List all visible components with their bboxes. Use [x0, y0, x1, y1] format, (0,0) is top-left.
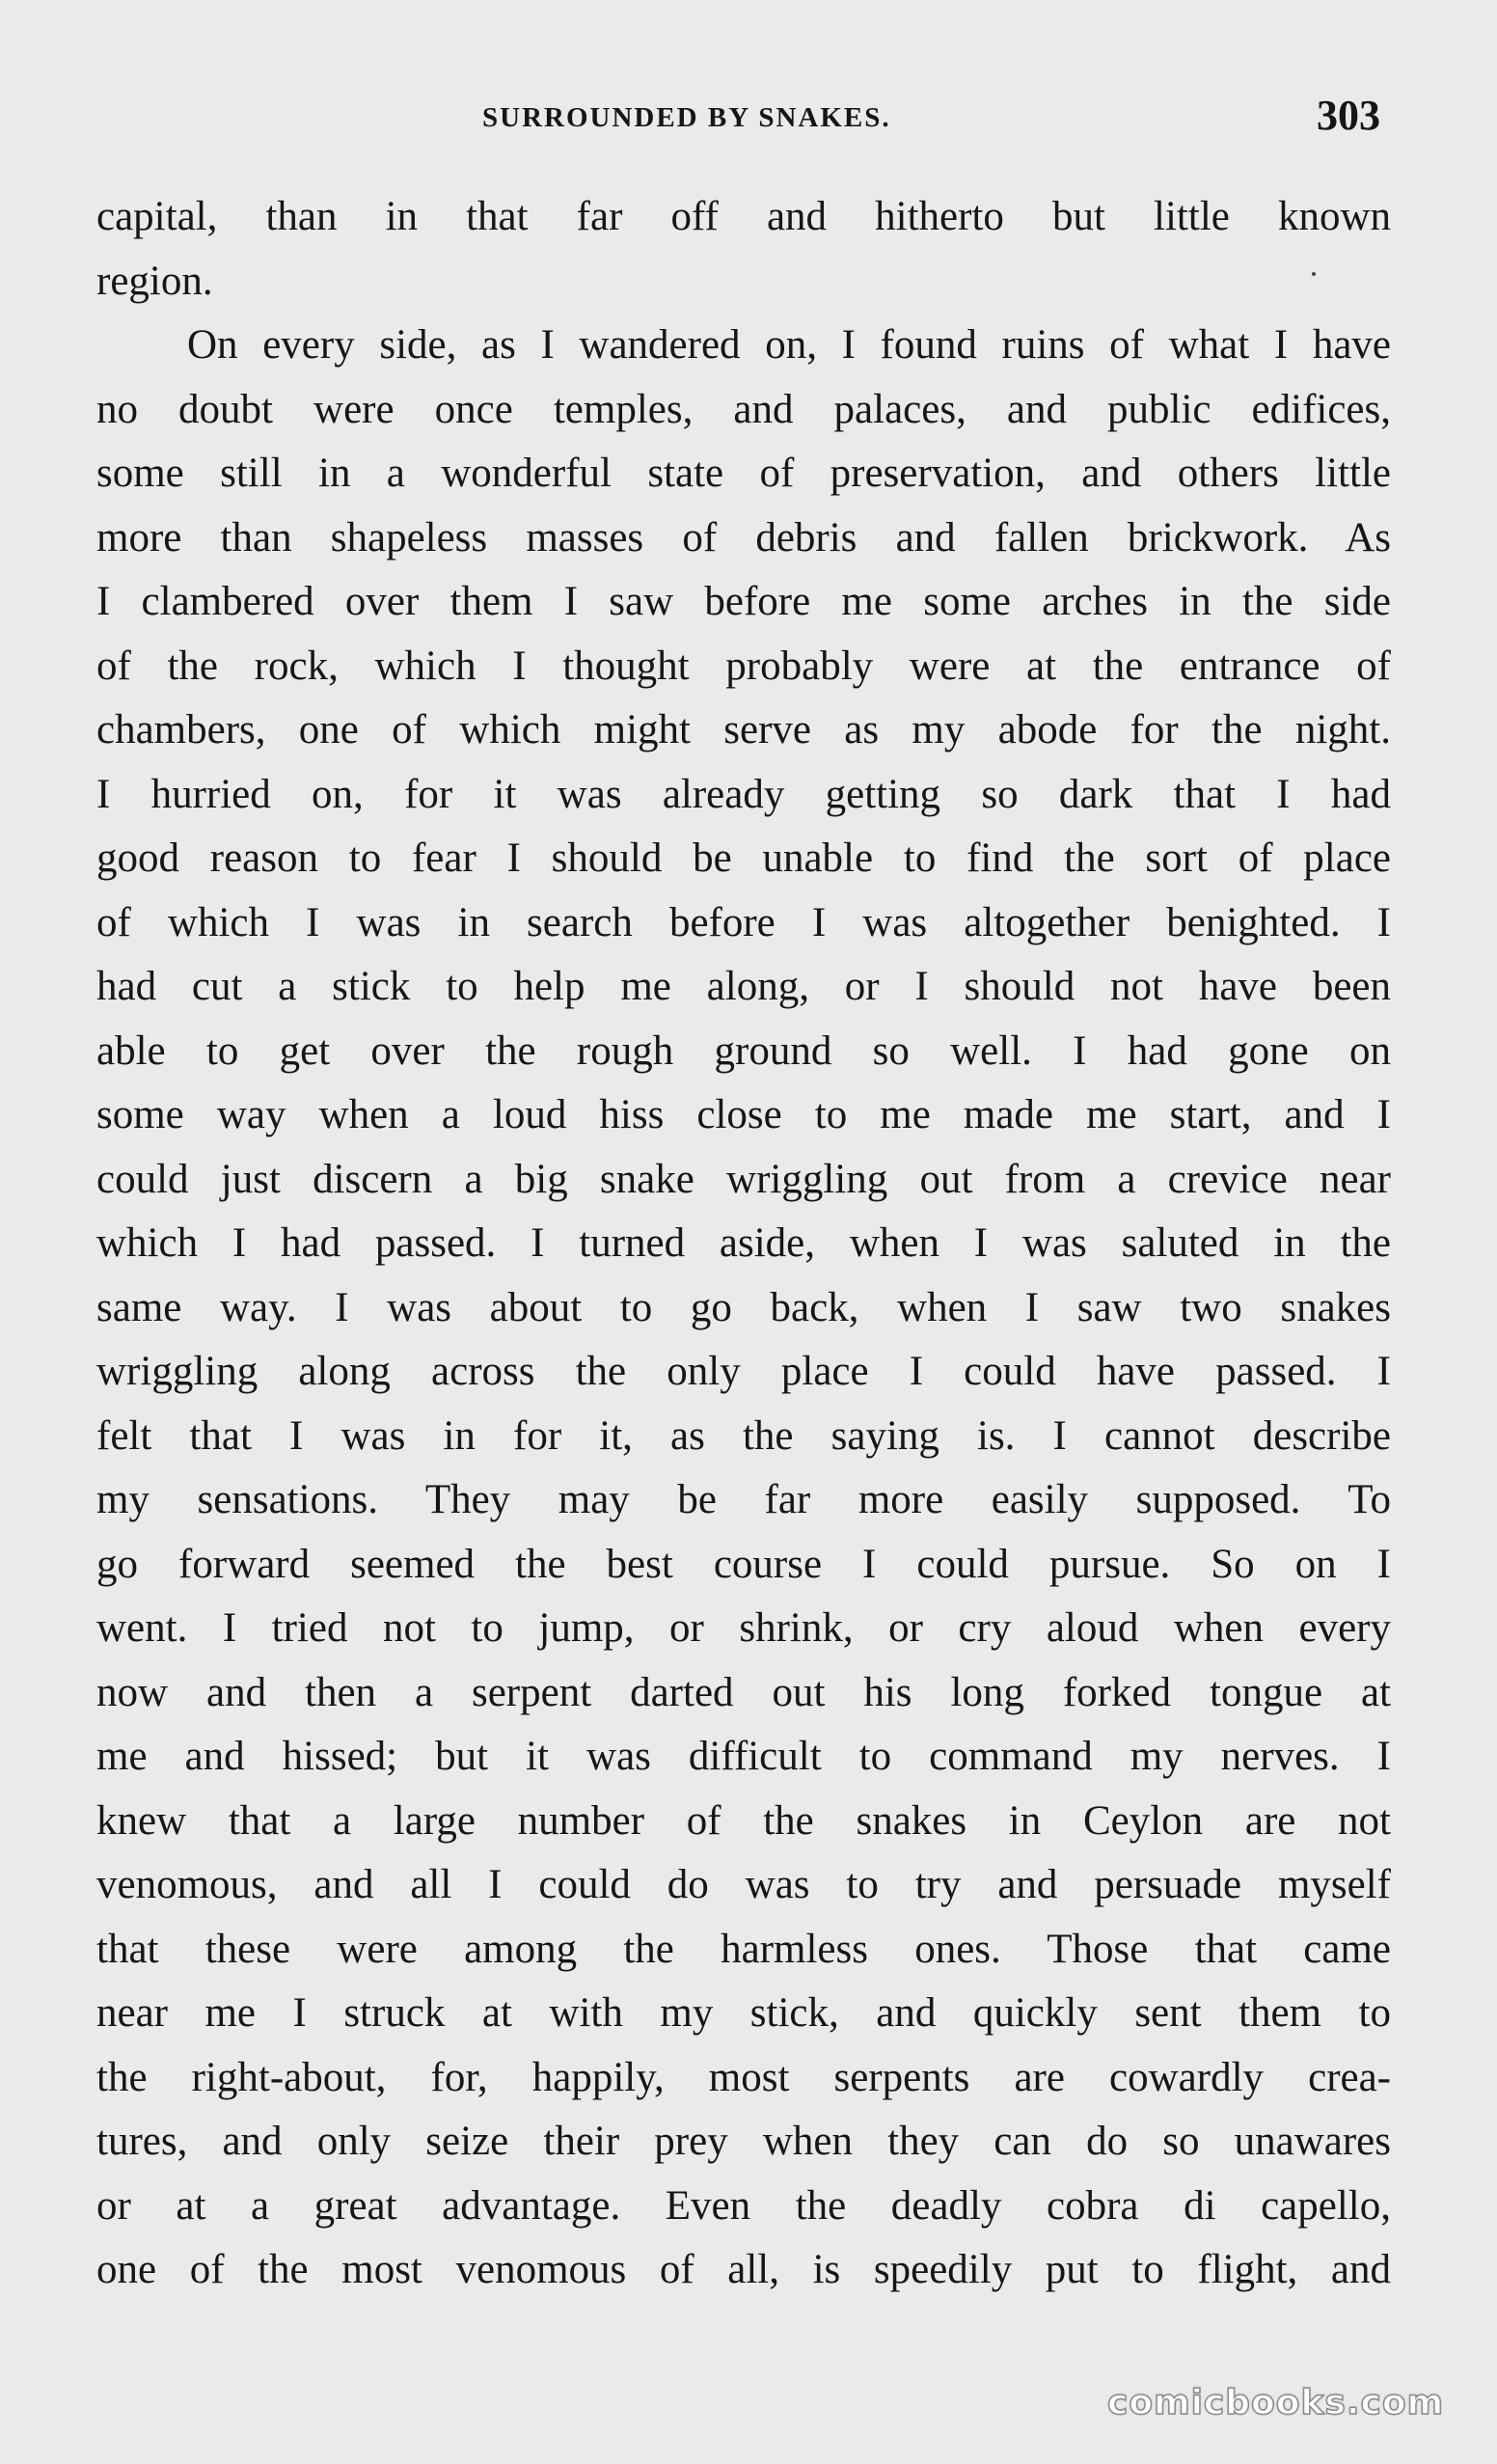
text-line: go forward seemed the best course I could pursue. So on I — [96, 1541, 1391, 1587]
text-line: went. I tried not to jump, or shrink, or cry aloud when every — [96, 1605, 1391, 1651]
text-line: had cut a stick to help me along, or I should not have been — [96, 964, 1391, 1009]
text-line: able to get over the rough ground so well. I had gone on — [96, 1027, 1391, 1074]
text-line: I clambered over them I saw before me some arches in the side — [96, 579, 1391, 624]
text-line: could just discern a big snake wriggling out from a crevice near — [96, 1156, 1391, 1202]
watermark: comicbooks.com — [1107, 2383, 1445, 2423]
text-line: more than shapeless masses of debris and fallen brickwork. As — [96, 514, 1391, 561]
text-line: wriggling along across the only place I could have passed. I — [96, 1349, 1391, 1394]
text-line: or at a great advantage. Even the deadly cobra di capello, — [96, 2182, 1391, 2229]
text-line: good reason to fear I should be unable to find the sort of place — [96, 835, 1391, 881]
text-line: felt that I was in for it, as the saying is. I cannot describe — [96, 1412, 1391, 1459]
text-line: of the rock, which I thought probably were at the entrance of — [96, 643, 1391, 689]
running-head — [0, 89, 1497, 147]
text-line: knew that a large number of the snakes in Ceylon are not — [96, 1797, 1391, 1844]
text-line: same way. I was about to go back, when I saw two snakes — [96, 1284, 1391, 1330]
body-text — [96, 185, 1391, 2303]
text-line: tures, and only seize their prey when they can do so unawares — [96, 2119, 1391, 2164]
text-line: chambers, one of which might serve as my abode for the night. — [96, 707, 1391, 753]
page-number: 303 — [1317, 92, 1380, 139]
text-line: region. — [96, 258, 213, 304]
text-line: venomous, and all I could do was to try and persuade myself — [96, 1862, 1391, 1907]
text-line: near me I struck at with my stick, and quickly sent them to — [96, 1990, 1391, 2036]
text-line: my sensations. They may be far more easily supposed. To — [96, 1477, 1391, 1522]
text-line: no doubt were once temples, and palaces, and public edifices, — [96, 386, 1391, 432]
text-line: now and then a serpent darted out his long forked tongue at — [96, 1669, 1391, 1715]
text-line: On every side, as I wandered on, I found ruins of what I have — [187, 322, 1391, 368]
text-line: of which I was in search before I was altogether benighted. I — [96, 899, 1391, 945]
text-line: I hurried on, for it was already getting so dark that I had — [96, 771, 1391, 817]
text-line: one of the most venomous of all, is speedily put to flight, and — [96, 2247, 1391, 2292]
text-line: that these were among the harmless ones. Those that came — [96, 1926, 1391, 1972]
text-line: me and hissed; but it was difficult to command my nerves. I — [96, 1734, 1391, 1779]
text-line: which I had passed. I turned aside, when I was saluted in the — [96, 1220, 1391, 1266]
text-line: the right-about, for, happily, most serpents are cowardly crea- — [96, 2054, 1391, 2100]
running-title: SURROUNDED BY SNAKES. — [482, 102, 891, 133]
text-line: capital, than in that far off and hitherto but little known — [96, 194, 1391, 239]
text-line: some still in a wonderful state of preservation, and others little — [96, 451, 1391, 496]
text-line: some way when a loud hiss close to me made me start, and I — [96, 1092, 1391, 1137]
